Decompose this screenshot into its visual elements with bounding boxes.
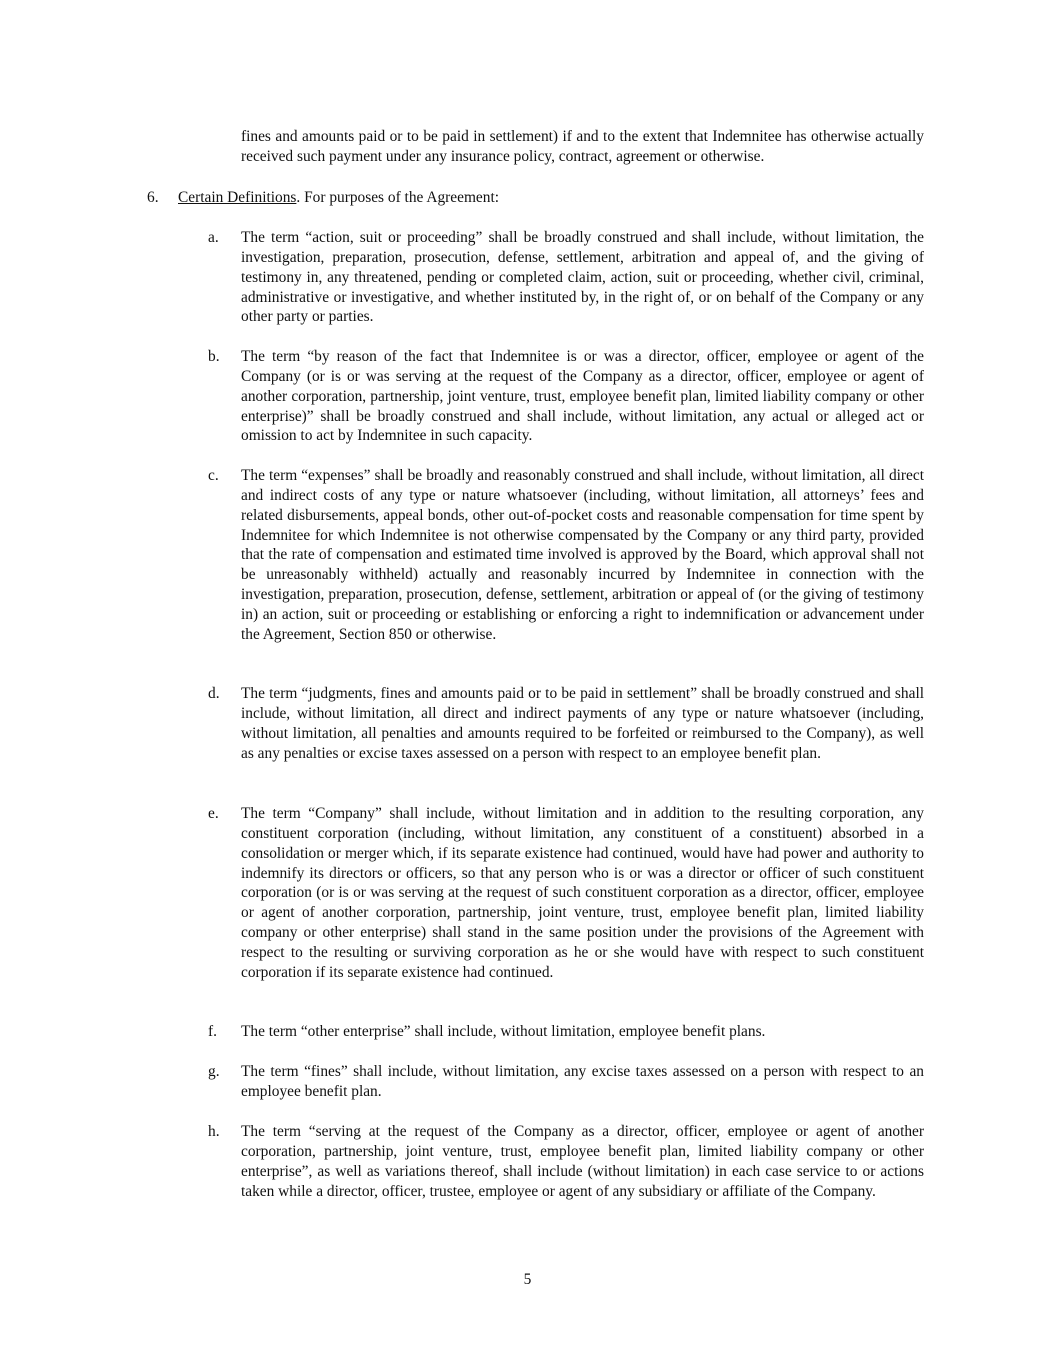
definition-item-b xyxy=(208,347,924,446)
definition-item-c xyxy=(208,466,924,645)
definition-item-f xyxy=(208,1022,924,1042)
continuation-paragraph: fines and amounts paid or to be paid in settlement) if and to the extent that Indemnitee has otherwise actually received such payment under any insurance policy, contract, agreement or otherwise. xyxy=(241,128,924,165)
definition-label: f. xyxy=(208,1023,217,1040)
definition-text: The term “expenses” shall be broadly and reasonably construed and shall include, without limitation, all direct and indirect costs of any type or nature whatsoever (including, without limitation, all attorneys’ fees and related disbursements, appeal bonds, other out-of-pocket costs and reasonable compensation for time spent by Indemnitee for which Indemnitee is not otherwise compensated by the Company or any third party, provided that the rate of compensation and estimated time involved is approved by the Board, which approval shall not be unreasonably withheld) actually and reasonably incurred by Indemnitee in connection with the investigation, preparation, prosecution, defense, settlement, arbitration or appeal of (or the giving of testimony in) an action, suit or proceeding or establishing or enforcing a right to indemnification or advancement under the Agreement, Section 850 or otherwise. xyxy=(241,467,924,643)
section-heading xyxy=(147,188,499,208)
section-intro: . For purposes of the Agreement: xyxy=(296,189,500,206)
definition-item-g xyxy=(208,1062,924,1102)
definition-text: The term “fines” shall include, without limitation, any excise taxes assessed on a person with respect to an employee benefit plan. xyxy=(241,1063,924,1100)
definition-label: g. xyxy=(208,1063,220,1080)
definition-text: The term “judgments, fines and amounts paid or to be paid in settlement” shall be broadly construed and shall include, without limitation, all direct and indirect payments of any type or nature whatsoever (including, without limitation, all penalties and amounts required to be forfeited or reimbursed to the Company), as well as any penalties or excise taxes assessed on a person with respect to an employee benefit plan. xyxy=(241,685,924,762)
definition-label: d. xyxy=(208,685,220,702)
definition-item-a xyxy=(208,228,924,327)
definition-text: The term “by reason of the fact that Indemnitee is or was a director, officer, employee or agent of the Company (or is or was serving at the request of the Company as a director, officer, employee or agent of another corporation, partnership, joint venture, trust, employee benefit plan, limited liability company or other enterprise)” shall be broadly construed and shall include, without limitation, any actual or alleged act or omission to act by Indemnitee in such capacity. xyxy=(241,348,924,445)
definition-label: a. xyxy=(208,229,219,246)
definition-text: The term “other enterprise” shall include, without limitation, employee benefit plans. xyxy=(241,1023,766,1040)
section-number: 6. xyxy=(147,189,159,206)
definition-item-h xyxy=(208,1122,924,1201)
page-number: 5 xyxy=(523,1271,532,1288)
section-title: Certain Definitions xyxy=(178,189,297,206)
definition-item-e xyxy=(208,804,924,983)
definition-label: b. xyxy=(208,348,220,365)
definition-label: e. xyxy=(208,805,219,822)
definition-text: The term “Company” shall include, without limitation and in addition to the resulting corporation, any constituent corporation (including, without limitation, any constituent of a constituent) absorbed in a consolidation or merger which, if its separate existence had continued, would have had power and authority to indemnify its directors or officers, so that any person who is or was a director or officer of such constituent corporation (or is or was serving at the request of such constituent corporation as a director, officer, employee or agent of another corporation, partnership, joint venture, trust, employee benefit plan, limited liability company or other enterprise) shall stand in the same position under the provisions of the Agreement with respect to the resulting or surviving corporation as he or she would have with respect to such constituent corporation if its separate existence had continued. xyxy=(241,805,924,981)
definition-label: c. xyxy=(208,467,219,484)
definition-text: The term “action, suit or proceeding” shall be broadly construed and shall include, without limitation, the investigation, preparation, prosecution, defense, settlement, arbitration and appeal of, and the giving of testimony in, any threatened, pending or completed claim, action, suit or proceeding, whether civil, criminal, administrative or investigative, and whether instituted by, in the right of, or on behalf of the Company or any other party or parties. xyxy=(241,229,924,326)
definition-item-d xyxy=(208,684,924,763)
definition-label: h. xyxy=(208,1123,220,1140)
definition-text: The term “serving at the request of the Company as a director, officer, employee or agent of another corporation, partnership, joint venture, trust, employee benefit plan, limited liability company or other enterprise”, as well as variations thereof, shall include (without limitation) in each case service to or actions taken while a director, officer, trustee, employee or agent of any subsidiary or affiliate of the Company. xyxy=(241,1123,924,1200)
